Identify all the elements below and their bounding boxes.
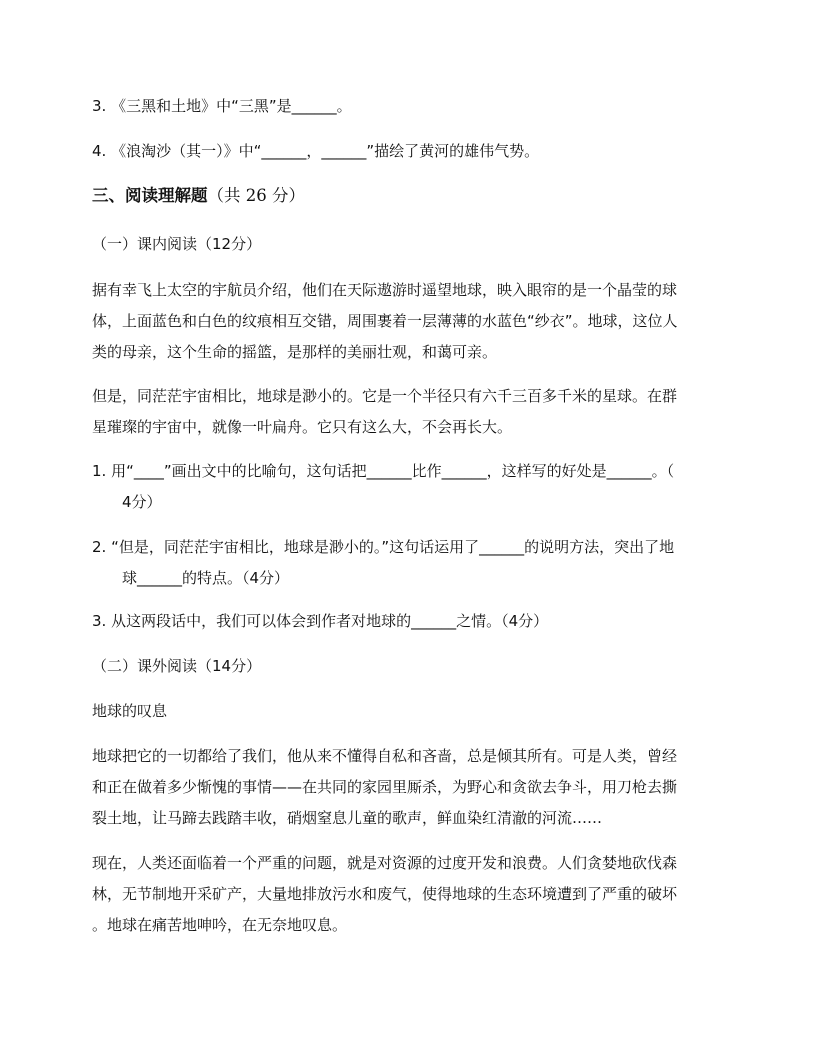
part1-question2-line2: 球______的特点。（4分） — [122, 569, 290, 587]
part1-question2-line1: 2. “但是，同茫茫宇宙相比，地球是渺小的。”这句话运用了______的说明方法，突出了地 — [92, 538, 675, 556]
question-4-fill-blank: 4. 《浪淘沙（其一）》中“______，______”描绘了黄河的雄伟气势。 — [92, 142, 540, 160]
part2-para1-line2: 和正在做着多少惭愧的事情——在共同的家园里厮杀，为野心和贪欲去争斗，用刀枪去撕 — [92, 778, 678, 796]
section-title: 三、阅读理解题 — [92, 186, 208, 205]
part1-question1-line2: 4分） — [122, 493, 162, 511]
part1-para1-line1: 据有幸飞上太空的宇航员介绍，他们在天际遨游时遥望地球，映入眼帘的是一个晶莹的球 — [92, 281, 678, 299]
part1-question3: 3. 从这两段话中，我们可以体会到作者对地球的______之情。（4分） — [92, 612, 549, 630]
part2-para2-line3: 。地球在痛苦地呻吟，在无奈地叹息。 — [92, 916, 348, 934]
part2-para1-line3: 裂土地，让马蹄去践踏丰收，硝烟窒息儿童的歌声，鲜血染红清澈的河流…… — [92, 809, 603, 827]
part1-para2-line2: 星璀璨的宇宙中，就像一叶扁舟。它只有这么大，不会再长大。 — [92, 418, 513, 436]
part2-para1-line1: 地球把它的一切都给了我们，他从来不懂得自私和吝啬，总是倾其所有。可是人类，曾经 — [92, 747, 678, 765]
part2-para2-line2: 林，无节制地开采矿产，大量地排放污水和废气，使得地球的生态环境遭到了严重的破坏 — [92, 885, 678, 903]
part1-question1-line1: 1. 用“____”画出文中的比喻句，这句话把______比作______，这样写的好处是______。（ — [92, 462, 675, 480]
article-title: 地球的叹息 — [92, 702, 168, 720]
question-3-fill-blank: 3. 《三黑和土地》中“三黑”是______。 — [92, 97, 352, 115]
part1-para1-line2: 体，上面蓝色和白色的纹痕相互交错，周围裹着一层薄薄的水蓝色“纱衣”。地球，这位人 — [92, 312, 678, 330]
section-score: （共 26 分） — [207, 186, 305, 205]
section-heading — [92, 186, 732, 206]
part1-para1-line3: 类的母亲，这个生命的摇篮，是那样的美丽壮观，和蔼可亲。 — [92, 343, 498, 361]
part2-title: （二）课外阅读（14分） — [92, 657, 262, 675]
part1-para2-line1: 但是，同茫茫宇宙相比，地球是渺小的。它是一个半径只有六千三百多千米的星球。在群 — [92, 387, 678, 405]
part2-para2-line1: 现在，人类还面临着一个严重的问题，就是对资源的过度开发和浪费。人们贪婪地砍伐森 — [92, 854, 678, 872]
part1-title: （一）课内阅读（12分） — [92, 235, 262, 253]
